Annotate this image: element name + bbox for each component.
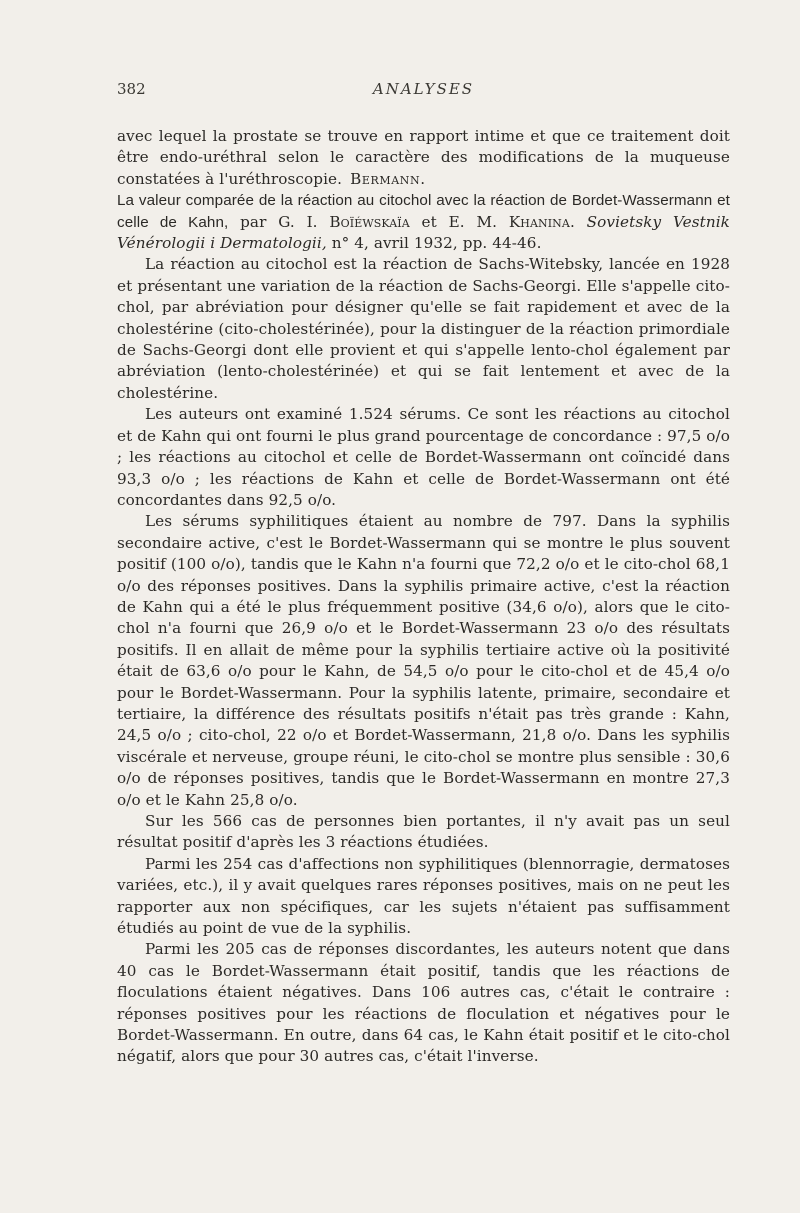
authors-conjunction: et — [421, 212, 437, 231]
previous-review-text: avec lequel la prostate se trouve en rapport intime et que ce traitement doit être endo-uréthral selon le caractère des modifications de la muqueuse constatées à l'uréthroscopie. — [117, 127, 730, 188]
running-head — [117, 80, 730, 106]
previous-review-tail — [117, 126, 730, 190]
author-2: E. M. Khanina. — [448, 212, 575, 231]
paragraph: Sur les 566 cas de personnes bien portantes, il n'y avait pas un seul résultat positif d'après les 3 réactions étudiées. — [117, 812, 730, 852]
reviewer-signature: Bermann. — [350, 169, 426, 188]
page-number: 382 — [117, 80, 146, 98]
article-heading — [117, 190, 730, 254]
author-1: G. I. Boïéwskaïa — [278, 212, 410, 231]
running-title: ANALYSES — [372, 80, 475, 98]
paragraph: La réaction au citochol est la réaction de Sachs-Witebsky, lancée en 1928 et présentant une variation de la réaction de Sachs-Georgi. Elle s'appelle cito-chol, par abréviation pour désigner qu'elle se fait rapidement et avec de la cholestérine (cito-cholestérinée), pour la distinguer de la réaction primordiale de Sachs-Georgi dont elle provient et qui s'appelle lento-chol également par abréviation (lento-cholestérinée) et qui se fait lentement et avec de la cholestérine. — [117, 255, 730, 402]
paragraph: Parmi les 254 cas d'affections non syphilitiques (blennorragie, dermatoses variées, etc.), il y avait quelques rares réponses positives, mais on ne peut les rapporter aux non spécifiques, car les sujets n'étaient pas suffisamment étudiés au point de vue de la syphilis. — [117, 854, 730, 938]
page-body — [117, 126, 730, 1068]
citation: n° 4, avril 1932, pp. 44-46. — [331, 234, 542, 253]
paragraph: Parmi les 205 cas de réponses discordantes, les auteurs notent que dans 40 cas le Bordet-Wassermann était positif, tandis que les réactions de floculations étaient négatives. Dans 106 autres cas, c'était le contraire : réponses positives pour les réactions de floculation et négatives pour le Bordet-Wassermann. En outre, dans 64 cas, le Kahn était positif et le cito-chol négatif, alors que pour 30 autres cas, c'était l'inverse. — [117, 940, 730, 1066]
journal-name: Sovietsky Vestnik Vénérologii i Dermatologii, — [117, 212, 730, 253]
authors-prefix: par — [240, 212, 267, 231]
paragraph: Les auteurs ont examiné 1.524 sérums. Ce sont les réactions au citochol et de Kahn qui ont fourni le plus grand pourcentage de concordance : 97,5 o/o ; les réactions au citochol et celle de Bordet-Wassermann ont coïncidé dans 93,3 o/o ; les réactions de Kahn et celle de Bordet-Wassermann ont été concordantes dans 92,5 o/o. — [117, 405, 730, 509]
paragraph: Les sérums syphilitiques étaient au nombre de 797. Dans la syphilis secondaire active, c'est le Bordet-Wassermann qui se montre le plus souvent positif (100 o/o), tandis que le Kahn n'a fourni que 72,2 o/o et le cito-chol 68,1 o/o des réponses positives. Dans la syphilis primaire active, c'est la réaction de Kahn qui a été le plus fréquemment positive (34,6 o/o), alors que le cito-chol n'a fourni que 26,9 o/o et le Bordet-Wassermann 23 o/o des résultats positifs. Il en allait de même pour la syphilis tertiaire active où la positivité était de 63,6 o/o pour le Kahn, de 54,5 o/o pour le cito-chol et de 45,4 o/o pour le Bordet-Wassermann. Pour la syphilis latente, primaire, secondaire et tertiaire, la différence des résultats positifs n'était pas très grande : Kahn, 24,5 o/o ; cito-chol, 22 o/o et Bordet-Wassermann, 21,8 o/o. Dans les syphilis viscérale et nerveuse, groupe réuni, le cito-chol se montre plus sensible : 30,6 o/o de réponses positives, tandis que le Bordet-Wassermann en montre 27,3 o/o et le Kahn 25,8 o/o. — [117, 512, 730, 809]
article-title: La valeur comparée de la réaction au citochol avec la réaction de Bordet-Wassermann et celle de Kahn, — [117, 192, 730, 231]
